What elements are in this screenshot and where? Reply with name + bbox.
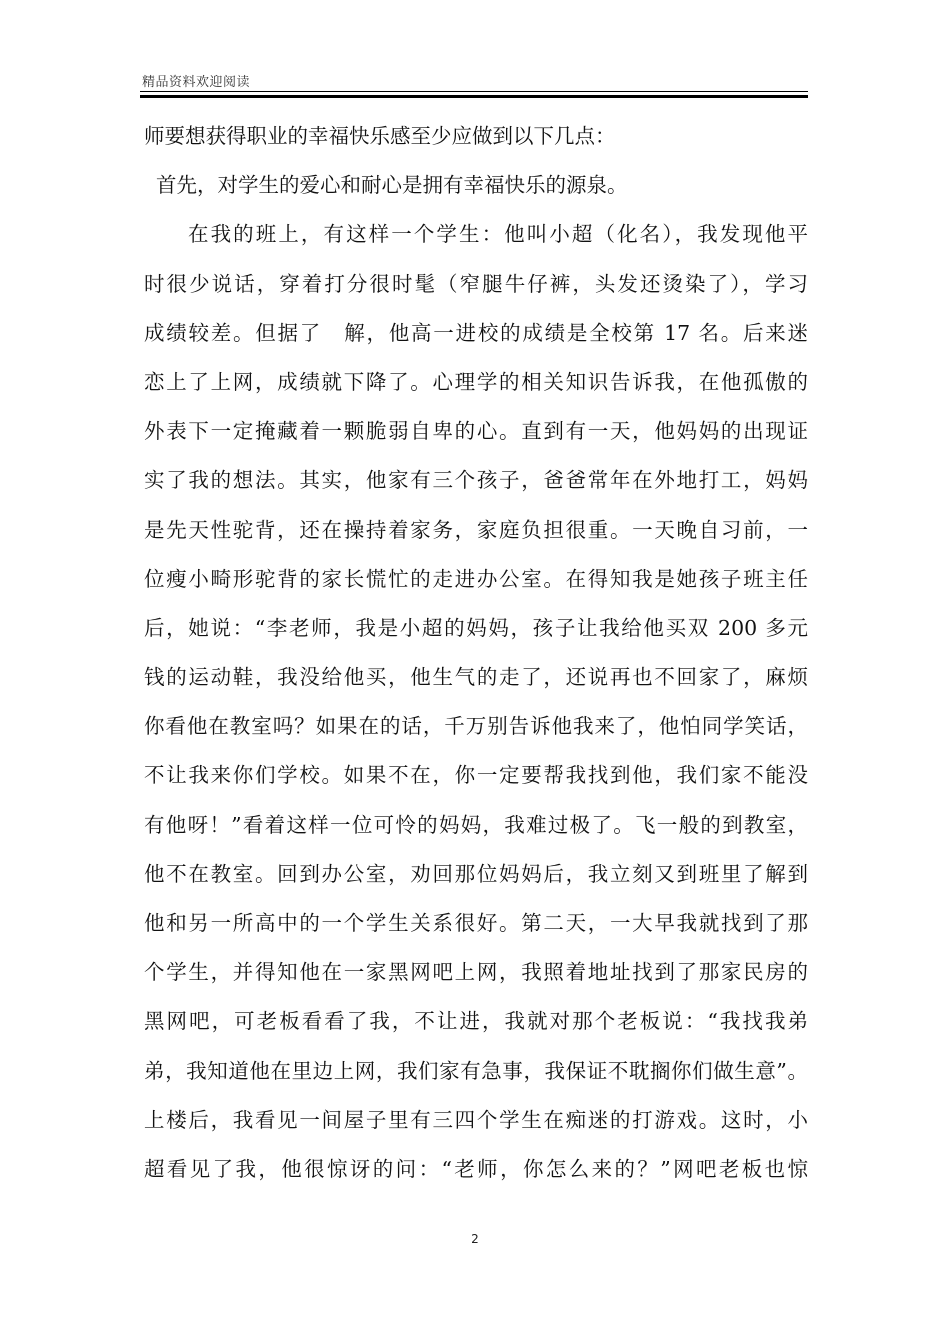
text-line: 位瘦小畸形驼背的家长慌忙的走进办公室。在得知我是她孩子班主任 [144,566,808,591]
text-line: 实了我的想法。其实，他家有三个孩子，爸爸常年在外地打工，妈妈 [144,468,808,493]
text-line: 个学生，并得知他在一家黑网吧上网，我照着地址找到了那家民房的 [144,960,808,985]
text-line: 首先，对学生的爱心和耐心是拥有幸福快乐的源泉。 [156,173,628,198]
text-line: 你看他在教室吗？如果在的话，千万别告诉他我来了，他怕同学笑话， [144,714,808,739]
text-line: 外表下一定掩藏着一颗脆弱自卑的心。直到有一天，他妈妈的出现证 [144,419,808,444]
text-line: 钱的运动鞋，我没给他买，他生气的走了，还说再也不回家了，麻烦 [144,665,808,690]
text-line: 弟，我知道他在里边上网，我们家有急事，我保证不耽搁你们做生意”。 [144,1058,808,1083]
text-line: 在我的班上，有这样一个学生：他叫小超（化名），我发现他平 [188,222,808,247]
text-line: 是先天性驼背，还在操持着家务，家庭负担很重。一天晚自习前，一 [144,517,808,542]
text-line: 成绩较差。但据了 解，他高一进校的成绩是全校第 17 名。后来迷 [144,320,808,345]
text-line: 有他呀！”看着这样一位可怜的妈妈，我难过极了。飞一般的到教室， [144,812,808,837]
text-line: 恋上了上网，成绩就下降了。心理学的相关知识告诉我，在他孤傲的 [144,369,808,394]
text-line: 师要想获得职业的幸福快乐感至少应做到以下几点： [144,124,616,148]
text-line: 他不在教室。回到办公室，劝回那位妈妈后，我立刻又到班里了解到 [144,861,808,886]
header-rule-thin [140,91,808,92]
text-line: 不让我来你们学校。如果不在，你一定要帮我找到他，我们家不能没 [144,763,808,788]
header-rule-thick [140,95,808,98]
text-line: 后，她说：“李老师，我是小超的妈妈，孩子让我给他买双 200 多元 [144,615,808,640]
text-line: 黑网吧，可老板看看了我，不让进，我就对那个老板说：“我找我弟 [144,1009,808,1034]
text-line: 上楼后，我看见一间屋子里有三四个学生在痴迷的打游戏。这时，小 [144,1107,808,1132]
text-line: 时很少说话，穿着打分很时髦（窄腿牛仔裤，头发还烫染了），学习 [144,271,808,296]
text-line: 超看见了我，他很惊讶的问：“老师，你怎么来的？”网吧老板也惊 [144,1156,808,1181]
page-number: 2 [471,1232,479,1246]
page-header: 精品资料欢迎阅读 [142,75,251,90]
body-text [144,112,808,1194]
text-line: 他和另一所高中的一个学生关系很好。第二天，一大早我就找到了那 [144,911,808,935]
